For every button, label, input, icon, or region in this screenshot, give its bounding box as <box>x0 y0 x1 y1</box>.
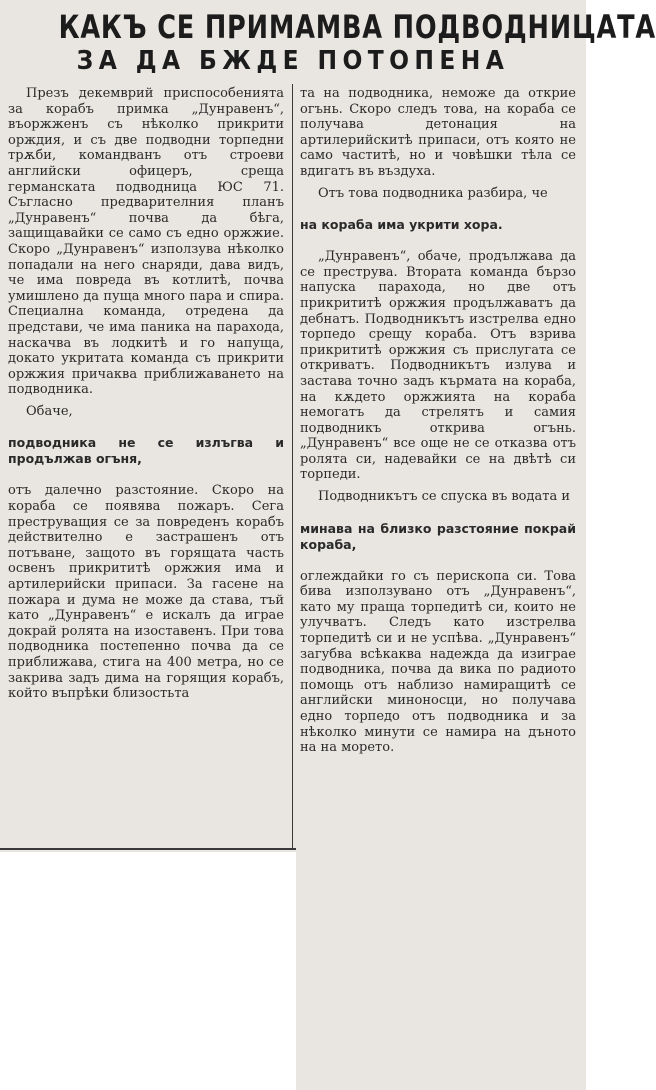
newspaper-clipping-continuation <box>296 852 586 1090</box>
right-paragraph-2: Отъ това подводника разбира, че <box>318 185 548 201</box>
subheading-2: на кораба има укрити хора. <box>300 217 503 233</box>
headline-line-1: КАКЪ СЕ ПРИМАМВА ПОДВОДНИЦАТА <box>58 8 656 46</box>
left-paragraph-3: отъ далечно разстояние. Скоро на кораба се появява пожаръ. Сега преструващия се за повреденъ корабъ действително е застрашенъ отъ потъване, защото въ горящата часть освенъ прикрититѣ оржжия има и артилерийски припаси. За гасене на пожара и дума не може да става, тъй като „Дунравенъ“ е искалъ да играе докрай ролята на изоставенъ. При това подводника постепенно почва да се приближава, стига на 400 метра, но се закрива задъ дима на горящия корабъ, който въпрѣки близостьта <box>8 483 284 702</box>
right-paragraph-5: оглеждайки го съ перископа си. Това бива използувано отъ „Дунравенъ“, като му праща торпедитѣ си, които не улучватъ. Следъ като изстрелва торпедитѣ си и не успѣва. „Дунравенъ“ загубва всѣкаква надежда да изиграе подводника, почва да вика по радиото помощь отъ наблизо намиращитѣ се английски миноносци, но получава едно торпедо отъ подводника и за нѣколко минути се намира на дъното на на морето. <box>300 568 576 756</box>
headline-line-2: ЗА ДА БЖДЕ ПОТОПЕНА <box>76 46 510 76</box>
right-paragraph-1: та на подводника, неможе да открие огънь. Скоро следъ това, на кораба се получава детонация на артилерийскитѣ припаси, отъ която не само частитѣ, но и човѣшки тѣла се вдигатъ въ въздуха. <box>300 86 576 179</box>
left-paragraph-2: Обаче, <box>26 403 73 419</box>
right-paragraph-3: „Дунравенъ“, обаче, продължава да се преструва. Втората команда бързо напуска парахода, но две отъ прикрититѣ оржжия продължаватъ да дебнатъ. Подводникътъ изстрелва едно торпедо срещу кораба. Отъ взрива прикрититѣ оржжия съ прислугата се откриватъ. Подводникътъ излува и застава точно задъ кърмата на кораба, на кѫдето оржжията на кораба немогатъ да стрелятъ и самия подводникъ открива огънь. „Дунравенъ“ все още не се отказва отъ ролята си, надевайки се на двѣтѣ си торпеди. <box>300 249 576 483</box>
bottom-rule <box>0 848 296 850</box>
left-column <box>8 86 284 702</box>
subheading-3: минава на близко разстояние покрай кораба, <box>300 520 576 552</box>
right-paragraph-4: Подводникътъ се спуска въ водата и <box>318 489 570 505</box>
right-column <box>300 86 576 756</box>
subheading-1: подводника не се излъгва и продължав огъня, <box>8 435 284 467</box>
column-divider <box>292 84 293 848</box>
left-paragraph-1: Презъ декемврий приспособенията за корабъ примка „Дунравенъ“, въоржженъ съ нѣколко прикрити орждия, и съ две подводни торпедни трѫби, командванъ отъ строеви английски офицеръ, среща германската подводница ЮС 71. Съгласно предварителния планъ „Дунравенъ“ почва да бѣга, защищавайки се само съ едно оржжие. Скоро „Дунравенъ“ използува нѣколко попадали на него снаряди, дава видъ, че има повреда въ котлитѣ, почва умишлено да пуща много пара и спира. Специална команда, отредена да представи, че има паника на парахода, наскачва въ лодкитѣ и го напуща, докато укритата команда съ прикрити оржжия причаква приближаването на подводника. <box>8 86 284 398</box>
